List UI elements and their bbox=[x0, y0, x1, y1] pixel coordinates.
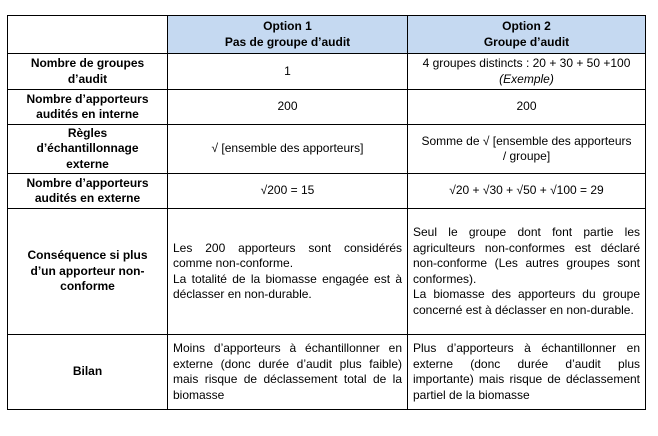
row-label bbox=[8, 335, 168, 410]
row-label-line: conforme bbox=[60, 279, 115, 294]
option1-paragraph: Les 200 apporteurs sont considérés comme non-conforme. bbox=[173, 240, 402, 270]
option1-cell: 200 bbox=[168, 90, 408, 125]
table-row-external-audits bbox=[8, 174, 646, 209]
option1-paragraph: Moins d’apporteurs à échantillonner en externe (donc durée d’audit plus faible) mais risque de déclassement total de la biomasse bbox=[173, 341, 402, 402]
empty-corner-cell bbox=[8, 16, 168, 54]
option1-header bbox=[168, 16, 408, 54]
row-label-line: d’audit bbox=[67, 71, 108, 86]
row-label bbox=[8, 54, 168, 90]
option1-cell bbox=[168, 209, 408, 335]
audit-options-table bbox=[7, 15, 646, 410]
option1-paragraph: La totalité de la biomasse engagée est à déclasser en non-durable. bbox=[173, 271, 402, 301]
option2-text: 4 groupes distincts : 20 + 30 + 50 +100 bbox=[422, 56, 631, 70]
option2-cell: √20 + √30 + √50 + √100 = 29 bbox=[408, 174, 646, 209]
row-label-line: Conséquence si plus bbox=[27, 248, 148, 263]
option2-cell bbox=[408, 54, 646, 90]
option1-title: Option 1 bbox=[263, 19, 312, 33]
option1-cell: √ [ensemble des apporteurs] bbox=[168, 125, 408, 174]
row-label-line: Bilan bbox=[72, 364, 103, 379]
row-label-line: Nombre d’apporteurs bbox=[26, 175, 149, 190]
table-row-consequence bbox=[8, 209, 646, 335]
option1-cell: 1 bbox=[168, 54, 408, 90]
option2-paragraph: Seul le groupe dont font partie les agriculteurs non-conformes est déclaré non-conforme (Les autres groupes sont conformes). bbox=[413, 225, 640, 286]
row-label-line: Nombre de groupes bbox=[30, 56, 145, 70]
row-label bbox=[8, 174, 168, 209]
option2-note: (Exemple) bbox=[499, 71, 554, 86]
option2-paragraph: La biomasse des apporteurs du groupe concerné est à déclasser en non-durable. bbox=[413, 287, 640, 317]
row-label-line: d’un apporteur non- bbox=[30, 263, 145, 278]
option2-title: Option 2 bbox=[502, 19, 551, 33]
table-row-groups bbox=[8, 54, 646, 90]
option2-text: / groupe] bbox=[502, 149, 551, 163]
row-label bbox=[8, 125, 168, 174]
table-row-internal-audits bbox=[8, 90, 646, 125]
option2-header bbox=[408, 16, 646, 54]
row-label bbox=[8, 90, 168, 125]
option1-cell: √200 = 15 bbox=[168, 174, 408, 209]
row-label bbox=[8, 209, 168, 335]
row-label-line: Règles bbox=[67, 125, 108, 140]
option2-subtitle: Groupe d’audit bbox=[483, 34, 570, 49]
option2-paragraph: Plus d’apporteurs à échantillonner en externe (donc durée d’audit plus importante) mais risque de déclassement partiel de la biomasse bbox=[413, 341, 640, 402]
row-label-line: audités en externe bbox=[34, 191, 141, 205]
row-label-line: audités en interne bbox=[36, 107, 139, 121]
table-row-summary bbox=[8, 335, 646, 410]
table-row-sampling-rules bbox=[8, 125, 646, 174]
option1-subtitle: Pas de groupe d’audit bbox=[224, 34, 351, 49]
option2-cell bbox=[408, 209, 646, 335]
option2-cell: 200 bbox=[408, 90, 646, 125]
option1-cell bbox=[168, 335, 408, 410]
option2-cell bbox=[408, 125, 646, 174]
option2-text: Somme de √ [ensemble des apporteurs bbox=[421, 133, 632, 148]
row-label-line: externe bbox=[66, 156, 109, 171]
header-row bbox=[8, 16, 646, 54]
option2-cell bbox=[408, 335, 646, 410]
row-label-line: Nombre d’apporteurs bbox=[26, 91, 149, 106]
row-label-line: d’échantillonnage bbox=[36, 141, 139, 156]
